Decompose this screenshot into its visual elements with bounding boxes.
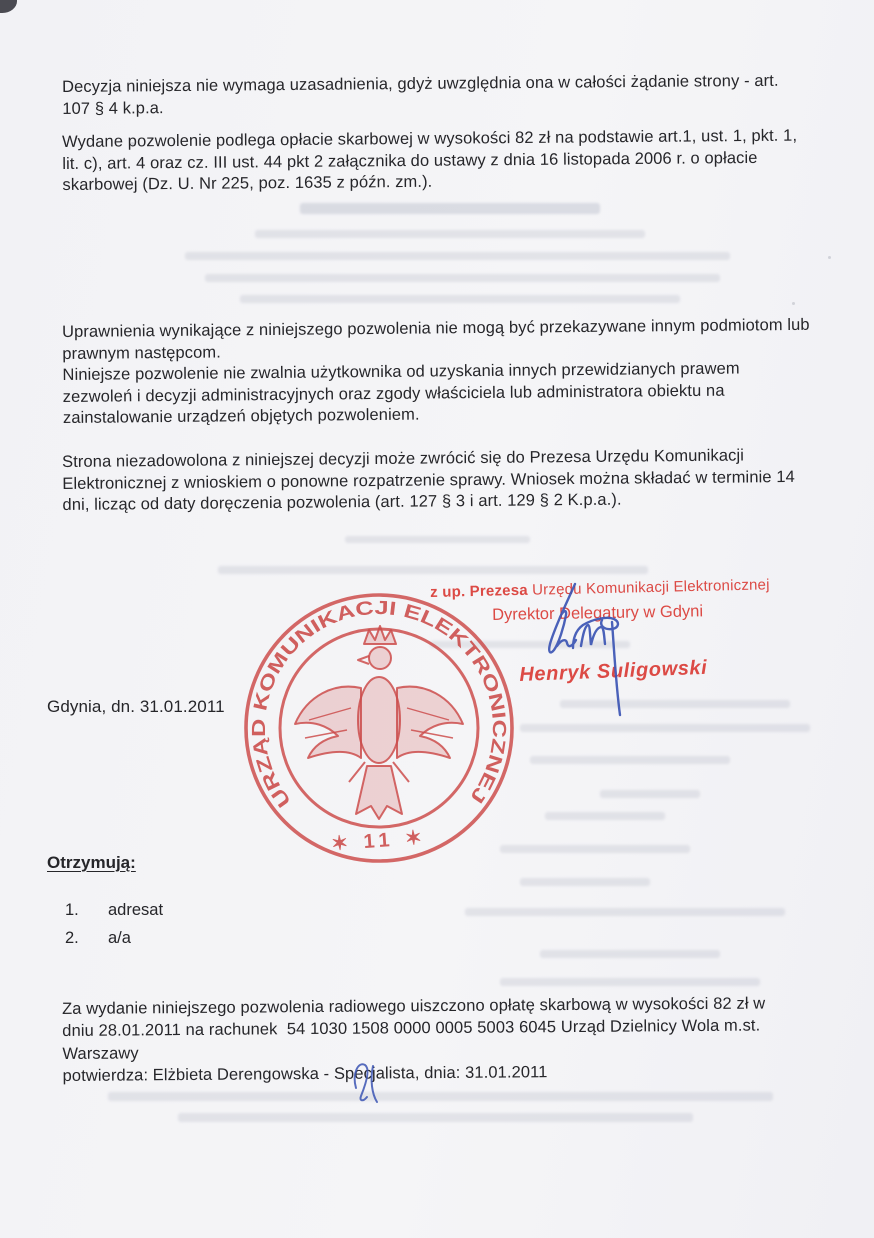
bleed-through-line <box>255 230 645 238</box>
bleed-through-line <box>240 295 680 303</box>
paragraph-no-justification: Decyzja niniejsza nie wymaga uzasadnienia, gdyż uwzględnia ona w całości żądanie strony - art. 107 § 4 k.p.a. <box>62 71 779 118</box>
bleed-through-line <box>345 536 530 543</box>
bleed-through-line <box>300 203 600 214</box>
official-round-stamp <box>239 588 519 868</box>
payment-confirmation: Za wydanie niniejszego pozwolenia radiowego uiszczono opłatę skarbową w wysokości 82 zł w dniu 28.01.2011 na rachunek 54 1030 1508 0000 0005 5003 6045 Urząd Dzielnicy Wola m.st. Warszawy potwierdza: Elżbieta Derengowska - Specjalista, dnia: 31.01.2011 <box>62 994 766 1085</box>
paragraph-stamp-duty: Wydane pozwolenie podlega opłacie skarbowej w wysokości 82 zł na podstawie art.1, ust. 1, pkt. 1, lit. c), art. 4 oraz cz. III ust. 44 pkt 2 załącznika do ustawy z dnia 16 listopada 2006 r. o opłacie skarbowej (Dz. U. Nr 225, poz. 1635 z późn. zm.). <box>62 126 798 195</box>
bleed-through-line <box>108 1092 773 1101</box>
bleed-through-line <box>465 908 785 916</box>
bleed-through-line <box>500 845 690 853</box>
distribution-item-number: 1. <box>65 901 79 919</box>
distribution-item <box>65 929 131 948</box>
bleed-through-line <box>600 790 700 798</box>
scan-speck <box>828 256 831 259</box>
eagle-emblem <box>295 626 463 819</box>
distribution-item <box>65 901 163 920</box>
scan-speck <box>792 302 795 305</box>
handwritten-initials <box>346 1056 402 1108</box>
stamp-number-text: ✶ 11 ✶ <box>330 826 428 856</box>
stamp-ring-text: URZĄD KOMUNIKACJI ELEKTRONICZNEJ <box>248 597 510 811</box>
bleed-through-line <box>205 274 720 282</box>
bleed-through-line <box>185 252 730 260</box>
distribution-item-number: 2. <box>65 929 79 947</box>
signoff-title-line: Dyrektor Delegatury w Gdyni <box>492 602 704 624</box>
place-date: Gdynia, dn. 31.01.2011 <box>47 697 225 716</box>
bleed-through-line <box>530 756 730 764</box>
bleed-through-line <box>218 566 648 574</box>
distribution-item-label: a/a <box>108 929 131 947</box>
bleed-through-line <box>540 950 720 958</box>
bleed-through-line <box>520 878 650 886</box>
bleed-through-line <box>545 812 665 820</box>
paragraph-appeal: Strona niezadowolona z niniejszej decyzji może zwrócić się do Prezesa Urzędu Komunikacji Elektronicznej z wnioskiem o ponowne rozpatrzenie sprawy. Wniosek można składać w terminie 14 dni, licząc od daty doręczenia pozwolenia (art. 127 § 3 i art. 129 § 2 K.p.a.). <box>62 446 795 515</box>
distribution-heading: Otrzymują: <box>47 853 136 872</box>
handwritten-signature <box>540 578 660 728</box>
signer-name: Henryk Suligowski <box>519 656 708 686</box>
paragraph-rights-transfer: Uprawnienia wynikające z niniejszego pozwolenia nie mogą być przekazywane innym podmiotom lub prawnym następcom. Niniejsze pozwolenie nie zwalnia użytkownika od uzyskania innych przewidzianych prawem zezwoleń i decyzji administracyjnych oraz zgody właściciela lub administratora obiektu na zainstalowanie urządzeń objętych pozwoleniem. <box>62 315 810 428</box>
bleed-through-line <box>500 978 760 986</box>
signoff-on-behalf-bold: z up. Prezesa <box>430 581 529 601</box>
signoff-on-behalf-rest: Urzędu Komunikacji Elektronicznej <box>527 576 770 599</box>
scan-corner-artifact <box>0 0 17 13</box>
bleed-through-line <box>178 1113 693 1122</box>
distribution-item-label: adresat <box>108 901 164 919</box>
